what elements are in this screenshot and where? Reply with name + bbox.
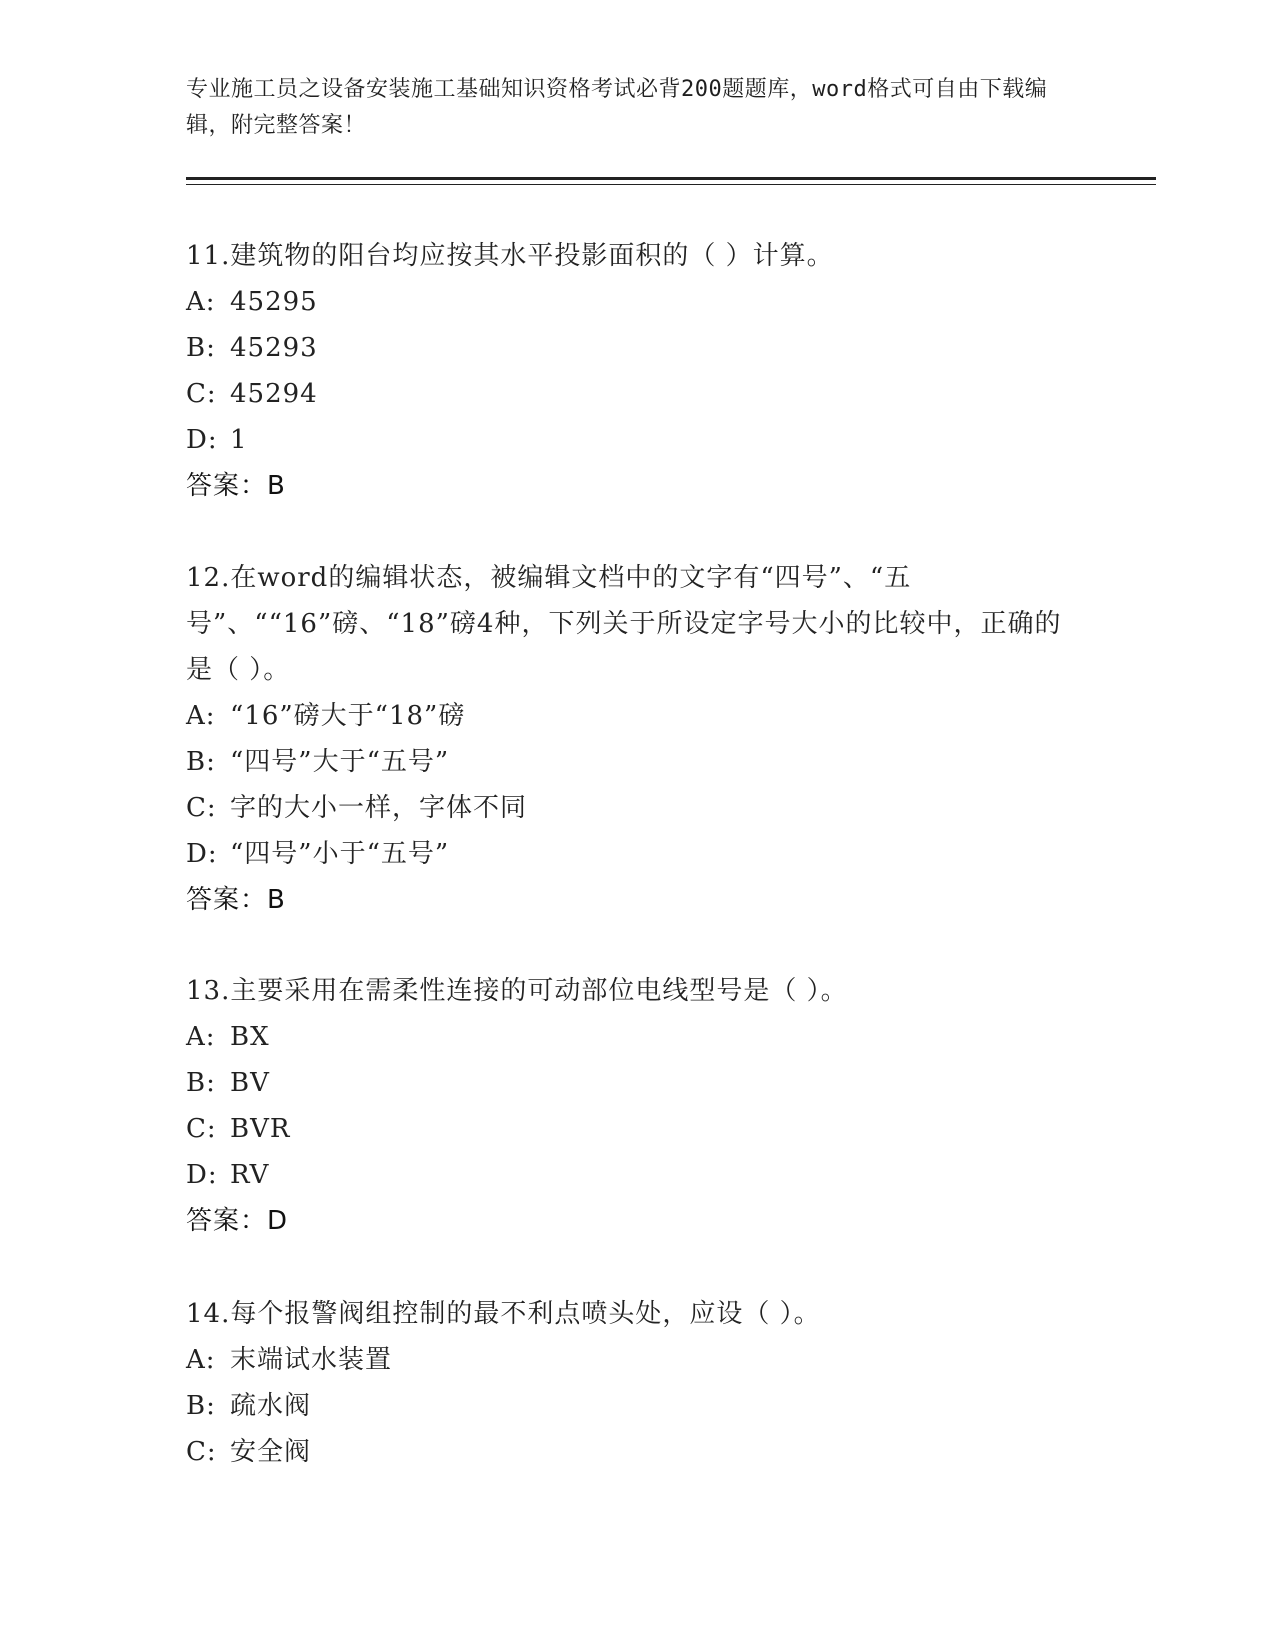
option-text: 45294 (230, 379, 318, 409)
option-letter: A: (186, 701, 216, 731)
answer-label: 答案：D (186, 1206, 289, 1236)
header-divider-thin (186, 184, 1156, 185)
option-letter: D: (186, 1160, 218, 1190)
option-letter: C: (186, 1437, 217, 1467)
option-letter: B: (186, 1391, 216, 1421)
question-stem: 11.建筑物的阳台均应按其水平投影面积的（ ）计算。 (186, 241, 834, 271)
option-letter: C: (186, 1114, 217, 1144)
option-text: BV (230, 1068, 270, 1098)
question-stem: 12.在word的编辑状态，被编辑文档中的文字有“四号”、“五号”、““16”磅、“18”磅4种，下列关于所设定字号大小的比较中，正确的是（ ）。 (186, 563, 1062, 685)
option-letter: B: (186, 333, 216, 363)
option-text: “16”磅大于“18”磅 (230, 701, 466, 731)
option-text: 45293 (230, 333, 318, 363)
option-b (186, 1383, 1076, 1429)
option-letter: D: (186, 839, 218, 869)
option-text: “四号”大于“五号” (230, 747, 450, 777)
option-c (186, 371, 1076, 417)
option-text: BX (230, 1022, 270, 1052)
option-a (186, 693, 1076, 739)
option-b (186, 1060, 1076, 1106)
option-letter: A: (186, 1022, 216, 1052)
option-text: 1 (230, 425, 248, 455)
option-text: “四号”小于“五号” (230, 839, 450, 869)
option-c (186, 1429, 1076, 1475)
option-a (186, 279, 1076, 325)
option-letter: B: (186, 1068, 216, 1098)
option-text: RV (230, 1160, 270, 1190)
option-b (186, 325, 1076, 371)
option-text: BVR (230, 1114, 291, 1144)
option-b (186, 739, 1076, 785)
question-11 (186, 233, 1076, 509)
option-text: 疏水阀 (230, 1391, 312, 1421)
option-text: 45295 (230, 287, 318, 317)
header-divider-thick (186, 177, 1156, 180)
document-header-title: 专业施工员之设备安装施工基础知识资格考试必背200题题库，word格式可自由下载编辑，附完整答案！ (186, 77, 1048, 138)
option-letter: B: (186, 747, 216, 777)
option-letter: C: (186, 793, 217, 823)
option-letter: C: (186, 379, 217, 409)
option-text: 安全阀 (230, 1437, 312, 1467)
question-12 (186, 555, 1076, 923)
option-letter: D: (186, 425, 218, 455)
question-13 (186, 968, 1076, 1244)
option-text: 字的大小一样，字体不同 (230, 793, 528, 823)
option-d (186, 1152, 1076, 1198)
question-14 (186, 1291, 1076, 1475)
option-c (186, 785, 1076, 831)
option-letter: A: (186, 1345, 216, 1375)
option-letter: A: (186, 287, 216, 317)
answer-label: 答案：B (186, 471, 286, 501)
question-stem: 14.每个报警阀组控制的最不利点喷头处，应设（ ）。 (186, 1299, 821, 1329)
option-a (186, 1337, 1076, 1383)
option-d (186, 417, 1076, 463)
option-c (186, 1106, 1076, 1152)
option-text: 末端试水装置 (230, 1345, 393, 1375)
option-d (186, 831, 1076, 877)
answer-label: 答案：B (186, 885, 286, 915)
question-stem: 13.主要采用在需柔性连接的可动部位电线型号是（ ）。 (186, 976, 848, 1006)
option-a (186, 1014, 1076, 1060)
